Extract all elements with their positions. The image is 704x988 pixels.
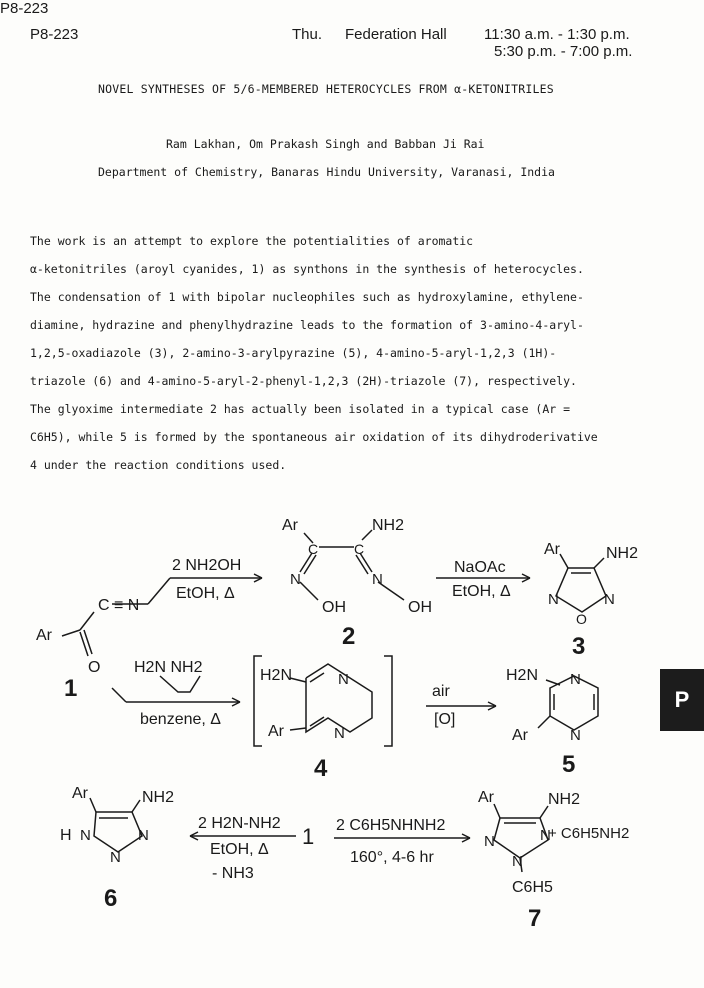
session-time-1: 11:30 a.m. - 1:30 p.m. [484, 26, 630, 43]
compound-number-1: 1 [64, 675, 78, 702]
paper-authors: Ram Lakhan, Om Prakash Singh and Babban Ji Rai [166, 137, 485, 151]
atom-ar: Ar [268, 723, 284, 740]
atom-oh: OH [408, 599, 432, 616]
atom-h2n: H2N [506, 667, 539, 684]
reagent-hydrazine: 2 H2N-NH2 [198, 815, 281, 832]
atom-n: N [290, 571, 301, 588]
byproduct-ammonia: - NH3 [212, 865, 254, 882]
reagent-conditions-5: EtOH, Δ [210, 841, 269, 858]
atom-n: N [138, 827, 149, 844]
abstract-code-text: P8-223 [30, 26, 79, 43]
abstract-line: α-ketonitriles (aroyl cyanides, 1) as synthons in the synthesis of heterocycles. [30, 262, 584, 276]
compound-number-7: 7 [528, 905, 542, 932]
abstract-line: 1,2,5-oxadiazole (3), 2-amino-3-arylpyrazine (5), 4-amino-5-aryl-1,2,3 (1H)- [30, 346, 557, 360]
session-time-2: 5:30 p.m. - 7:00 p.m. [494, 43, 633, 60]
atom-ar: Ar [36, 627, 52, 644]
atom-o: O [88, 659, 101, 676]
session-location: Federation Hall [345, 26, 447, 43]
paper-affiliation: Department of Chemistry, Banaras Hindu University, Varanasi, India [98, 165, 555, 179]
byproduct-aniline: + C6H5NH2 [548, 825, 630, 842]
compound-1-ref: 1 [302, 824, 315, 849]
atom-ar: Ar [544, 541, 560, 558]
atom-nh2: NH2 [372, 517, 405, 534]
abstract-line: The glyoxime intermediate 2 has actually been isolated in a typical case (Ar = [30, 402, 571, 416]
abstract-line: The condensation of 1 with bipolar nucleophiles such as hydroxylamine, ethylene- [30, 290, 584, 304]
atom-c6h5: C6H5 [512, 879, 553, 896]
atom-h: H [60, 827, 72, 844]
abstract-code: P8-223 [0, 0, 49, 17]
atom-ar: Ar [478, 789, 494, 806]
atom-n: N [334, 725, 345, 742]
atom-n: N [484, 833, 495, 850]
paper-title: NOVEL SYNTHESES OF 5/6-MEMBERED HETEROCYCLES FROM α-KETONITRILES [98, 82, 554, 96]
nitrile-group: C ≡ N [98, 597, 140, 614]
atom-nh2: NH2 [142, 789, 175, 806]
compound-number-2: 2 [342, 623, 356, 650]
reagent-ethylenediamine: H2N NH2 [134, 659, 203, 676]
reagent-phenylhydrazine: 2 C6H5NHNH2 [336, 817, 446, 834]
reaction-scheme [0, 500, 704, 940]
reagent-conditions-2: EtOH, Δ [452, 583, 511, 600]
atom-n: N [338, 671, 349, 688]
atom-n: N [604, 591, 615, 608]
reagent-hydroxylamine: 2 NH2OH [172, 557, 242, 574]
atom-ar: Ar [512, 727, 528, 744]
reagent-naoac: NaOAc [454, 559, 506, 576]
reagent-air: air [432, 683, 450, 700]
reagent-oxidation: [O] [434, 711, 456, 728]
compound-number-6: 6 [104, 885, 118, 912]
atom-n: N [80, 827, 91, 844]
atom-c: C [308, 541, 319, 557]
atom-n: N [540, 827, 551, 844]
abstract-line: 4 under the reaction conditions used. [30, 458, 287, 472]
atom-n: N [570, 671, 581, 688]
reagent-conditions-3: benzene, Δ [140, 711, 221, 728]
atom-n: N [372, 571, 383, 588]
atom-n: N [110, 849, 121, 866]
atom-n: N [570, 727, 581, 744]
abstract-line: The work is an attempt to explore the potentialities of aromatic [30, 234, 474, 248]
abstract-line: diamine, hydrazine and phenylhydrazine leads to the formation of 3-amino-4-aryl- [30, 318, 584, 332]
atom-o: O [576, 611, 587, 627]
compound-number-4: 4 [314, 755, 328, 782]
session-day: Thu. [292, 26, 323, 43]
atom-ar: Ar [72, 785, 88, 802]
atom-n: N [548, 591, 559, 608]
atom-oh: OH [322, 599, 346, 616]
reagent-conditions-1: EtOH, Δ [176, 585, 235, 602]
atom-h2n: H2N [260, 667, 293, 684]
abstract-line: C6H5), while 5 is formed by the spontaneous air oxidation of its dihydroderivative [30, 430, 598, 444]
atom-n: N [512, 853, 523, 870]
compound-number-3: 3 [572, 633, 586, 660]
abstract-line: triazole (6) and 4-amino-5-aryl-2-phenyl-1,2,3 (2H)-triazole (7), respectively. [30, 374, 577, 388]
atom-nh2: NH2 [548, 791, 581, 808]
atom-nh2: NH2 [606, 545, 639, 562]
atom-c: C [354, 541, 365, 557]
compound-number-5: 5 [562, 751, 576, 778]
atom-ar: Ar [282, 517, 298, 534]
section-tab: P [660, 669, 704, 731]
reagent-conditions-6: 160°, 4-6 hr [350, 849, 434, 866]
